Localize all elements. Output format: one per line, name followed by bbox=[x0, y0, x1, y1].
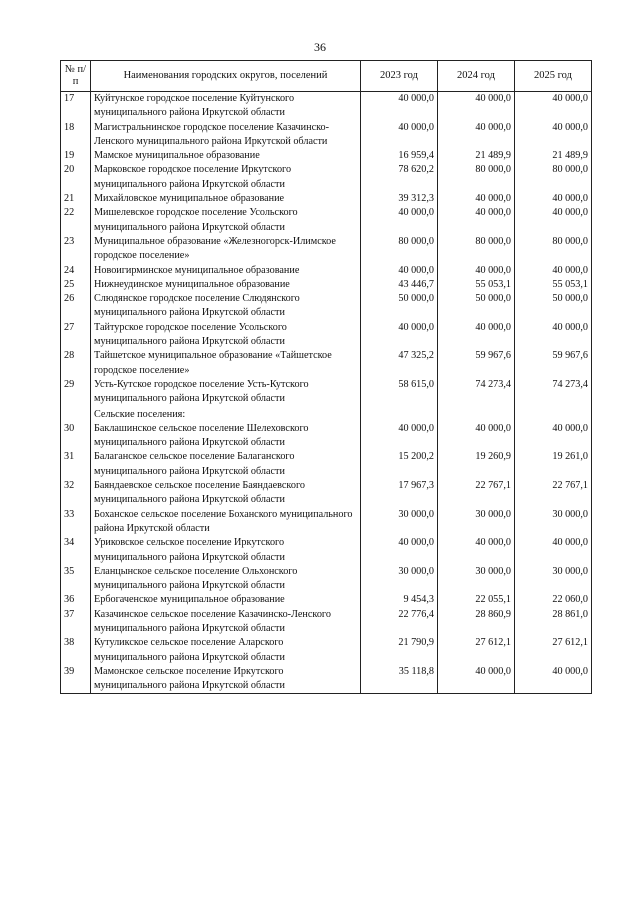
value-2024: 40 000,0 bbox=[438, 192, 515, 206]
row-number: 21 bbox=[61, 192, 91, 206]
table-header-row bbox=[61, 61, 592, 92]
row-number: 35 bbox=[61, 565, 91, 594]
row-number: 33 bbox=[61, 508, 91, 537]
value-2024: 40 000,0 bbox=[438, 422, 515, 451]
municipality-name: Тайтурское городское поселение Усольского муниципального района Иркутской области bbox=[91, 321, 361, 350]
header-num: № п/п bbox=[61, 61, 91, 92]
table-row bbox=[61, 206, 592, 235]
municipality-name: Мишелевское городское поселение Усольского муниципального района Иркутской области bbox=[91, 206, 361, 235]
row-number: 39 bbox=[61, 665, 91, 694]
value-2025: 59 967,6 bbox=[515, 349, 592, 378]
row-number: 28 bbox=[61, 349, 91, 378]
page-number: 36 bbox=[314, 40, 326, 54]
row-number: 31 bbox=[61, 450, 91, 479]
row-number: 24 bbox=[61, 264, 91, 278]
municipality-name: Кутуликское сельское поселение Аларского муниципального района Иркутской области bbox=[91, 636, 361, 665]
municipality-name: Новоигирминское муниципальное образование bbox=[91, 264, 361, 278]
value-2023: 40 000,0 bbox=[361, 92, 438, 121]
value-2024: 40 000,0 bbox=[438, 665, 515, 694]
row-number bbox=[61, 407, 91, 422]
row-number: 32 bbox=[61, 479, 91, 508]
table-row bbox=[61, 92, 592, 121]
table-row bbox=[61, 665, 592, 694]
value-2024: 40 000,0 bbox=[438, 206, 515, 235]
table-row bbox=[61, 378, 592, 407]
row-number: 34 bbox=[61, 536, 91, 565]
value-2024: 22 767,1 bbox=[438, 479, 515, 508]
municipality-name: Мамское муниципальное образование bbox=[91, 149, 361, 163]
table-row bbox=[61, 422, 592, 451]
row-number: 19 bbox=[61, 149, 91, 163]
municipality-name: Марковское городское поселение Иркутского муниципального района Иркутской области bbox=[91, 163, 361, 192]
value-2024: 80 000,0 bbox=[438, 235, 515, 264]
value-2023: 39 312,3 bbox=[361, 192, 438, 206]
table-row bbox=[61, 349, 592, 378]
value-2025: 40 000,0 bbox=[515, 192, 592, 206]
value-2025: 55 053,1 bbox=[515, 278, 592, 292]
municipality-name: Слюдянское городское поселение Слюдянского муниципального района Иркутской области bbox=[91, 292, 361, 321]
value-2024: 55 053,1 bbox=[438, 278, 515, 292]
row-number: 30 bbox=[61, 422, 91, 451]
value-2025: 28 861,0 bbox=[515, 608, 592, 637]
table-row bbox=[61, 321, 592, 350]
table-row bbox=[61, 163, 592, 192]
row-number: 22 bbox=[61, 206, 91, 235]
table-row bbox=[61, 593, 592, 607]
municipality-name: Муниципальное образование «Железногорск-Илимское городское поселение» bbox=[91, 235, 361, 264]
value-2025: 30 000,0 bbox=[515, 565, 592, 594]
row-number: 27 bbox=[61, 321, 91, 350]
value-2024: 40 000,0 bbox=[438, 264, 515, 278]
value-2024: 74 273,4 bbox=[438, 378, 515, 407]
table-row bbox=[61, 235, 592, 264]
header-name: Наименования городских округов, поселений bbox=[91, 61, 361, 92]
row-number: 38 bbox=[61, 636, 91, 665]
table-row bbox=[61, 536, 592, 565]
municipality-name: Казачинское сельское поселение Казачинско-Ленского муниципального района Иркутской области bbox=[91, 608, 361, 637]
row-number: 23 bbox=[61, 235, 91, 264]
header-2025: 2025 год bbox=[515, 61, 592, 92]
value-2025: 50 000,0 bbox=[515, 292, 592, 321]
header-2024: 2024 год bbox=[438, 61, 515, 92]
value-2025: 21 489,9 bbox=[515, 149, 592, 163]
value-2024: 30 000,0 bbox=[438, 565, 515, 594]
value-2025: 19 261,0 bbox=[515, 450, 592, 479]
value-2023: 80 000,0 bbox=[361, 235, 438, 264]
table-row bbox=[61, 508, 592, 537]
value-2024: 40 000,0 bbox=[438, 321, 515, 350]
value-2023: 9 454,3 bbox=[361, 593, 438, 607]
value-2023: 40 000,0 bbox=[361, 206, 438, 235]
value-2024: 22 055,1 bbox=[438, 593, 515, 607]
row-number: 25 bbox=[61, 278, 91, 292]
value-2025: 22 060,0 bbox=[515, 593, 592, 607]
value-2025: 40 000,0 bbox=[515, 321, 592, 350]
value-2023: 22 776,4 bbox=[361, 608, 438, 637]
table-row bbox=[61, 149, 592, 163]
value-2023: 15 200,2 bbox=[361, 450, 438, 479]
value-2023: 21 790,9 bbox=[361, 636, 438, 665]
municipality-name: Тайшетское муниципальное образование «Тайшетское городское поселение» bbox=[91, 349, 361, 378]
table-row bbox=[61, 278, 592, 292]
municipality-name: Нижнеудинское муниципальное образование bbox=[91, 278, 361, 292]
funding-table bbox=[60, 60, 592, 694]
value-2024: 19 260,9 bbox=[438, 450, 515, 479]
value-2023: 50 000,0 bbox=[361, 292, 438, 321]
value-2025: 40 000,0 bbox=[515, 422, 592, 451]
table-body bbox=[61, 92, 592, 694]
table-row bbox=[61, 292, 592, 321]
municipality-name: Балаганское сельское поселение Балаганского муниципального района Иркутской области bbox=[91, 450, 361, 479]
value-2024: 80 000,0 bbox=[438, 163, 515, 192]
municipality-name: Уриковское сельское поселение Иркутского муниципального района Иркутской области bbox=[91, 536, 361, 565]
value-2024: 40 000,0 bbox=[438, 92, 515, 121]
value-2025: 80 000,0 bbox=[515, 163, 592, 192]
row-number: 20 bbox=[61, 163, 91, 192]
table-row bbox=[61, 264, 592, 278]
municipality-name: Магистральнинское городское поселение Казачинско-Ленского муниципального района Иркутской области bbox=[91, 121, 361, 150]
value-2023: 47 325,2 bbox=[361, 349, 438, 378]
municipality-name: Баяндаевское сельское поселение Баяндаевского муниципального района Иркутской области bbox=[91, 479, 361, 508]
municipality-name: Баклашинское сельское поселение Шелеховского муниципального района Иркутской области bbox=[91, 422, 361, 451]
value-2025: 40 000,0 bbox=[515, 206, 592, 235]
value-2023: 43 446,7 bbox=[361, 278, 438, 292]
value-2024: 27 612,1 bbox=[438, 636, 515, 665]
value-2023: 17 967,3 bbox=[361, 479, 438, 508]
table-row bbox=[61, 608, 592, 637]
value-2023: 40 000,0 bbox=[361, 422, 438, 451]
row-number: 36 bbox=[61, 593, 91, 607]
value-2025: 22 767,1 bbox=[515, 479, 592, 508]
row-number: 26 bbox=[61, 292, 91, 321]
value-2023: 58 615,0 bbox=[361, 378, 438, 407]
table-row bbox=[61, 479, 592, 508]
value-2025: 40 000,0 bbox=[515, 665, 592, 694]
section-label: Сельские поселения: bbox=[91, 407, 361, 422]
value-2025: 40 000,0 bbox=[515, 92, 592, 121]
value-2025: 27 612,1 bbox=[515, 636, 592, 665]
section-row bbox=[61, 407, 592, 422]
row-number: 17 bbox=[61, 92, 91, 121]
municipality-name: Усть-Кутское городское поселение Усть-Кутского муниципального района Иркутской области bbox=[91, 378, 361, 407]
value-2023: 30 000,0 bbox=[361, 565, 438, 594]
value-2024: 28 860,9 bbox=[438, 608, 515, 637]
municipality-name: Куйтунское городское поселение Куйтунского муниципального района Иркутской области bbox=[91, 92, 361, 121]
value-2023: 78 620,2 bbox=[361, 163, 438, 192]
value-2024: 40 000,0 bbox=[438, 536, 515, 565]
value-2023: 40 000,0 bbox=[361, 321, 438, 350]
value-2025: 30 000,0 bbox=[515, 508, 592, 537]
table-row bbox=[61, 192, 592, 206]
table-row bbox=[61, 565, 592, 594]
municipality-name: Мамонское сельское поселение Иркутского муниципального района Иркутской области bbox=[91, 665, 361, 694]
municipality-name: Боханское сельское поселение Боханского муниципального района Иркутской области bbox=[91, 508, 361, 537]
value-2025: 40 000,0 bbox=[515, 264, 592, 278]
municipality-name: Ербогаченское муниципальное образование bbox=[91, 593, 361, 607]
table-row bbox=[61, 121, 592, 150]
value-2024: 40 000,0 bbox=[438, 121, 515, 150]
value-2025: 40 000,0 bbox=[515, 536, 592, 565]
value-2024: 50 000,0 bbox=[438, 292, 515, 321]
value-cell bbox=[515, 407, 592, 422]
table-row bbox=[61, 450, 592, 479]
value-2025: 74 273,4 bbox=[515, 378, 592, 407]
municipality-name: Михайловское муниципальное образование bbox=[91, 192, 361, 206]
value-2023: 40 000,0 bbox=[361, 264, 438, 278]
value-2024: 21 489,9 bbox=[438, 149, 515, 163]
value-cell bbox=[438, 407, 515, 422]
value-2025: 40 000,0 bbox=[515, 121, 592, 150]
value-cell bbox=[361, 407, 438, 422]
value-2025: 80 000,0 bbox=[515, 235, 592, 264]
value-2024: 30 000,0 bbox=[438, 508, 515, 537]
row-number: 18 bbox=[61, 121, 91, 150]
value-2023: 35 118,8 bbox=[361, 665, 438, 694]
value-2023: 30 000,0 bbox=[361, 508, 438, 537]
value-2024: 59 967,6 bbox=[438, 349, 515, 378]
row-number: 29 bbox=[61, 378, 91, 407]
header-2023: 2023 год bbox=[361, 61, 438, 92]
value-2023: 40 000,0 bbox=[361, 121, 438, 150]
value-2023: 16 959,4 bbox=[361, 149, 438, 163]
value-2023: 40 000,0 bbox=[361, 536, 438, 565]
municipality-name: Еланцынское сельское поселение Ольхонского муниципального района Иркутской области bbox=[91, 565, 361, 594]
row-number: 37 bbox=[61, 608, 91, 637]
table-row bbox=[61, 636, 592, 665]
